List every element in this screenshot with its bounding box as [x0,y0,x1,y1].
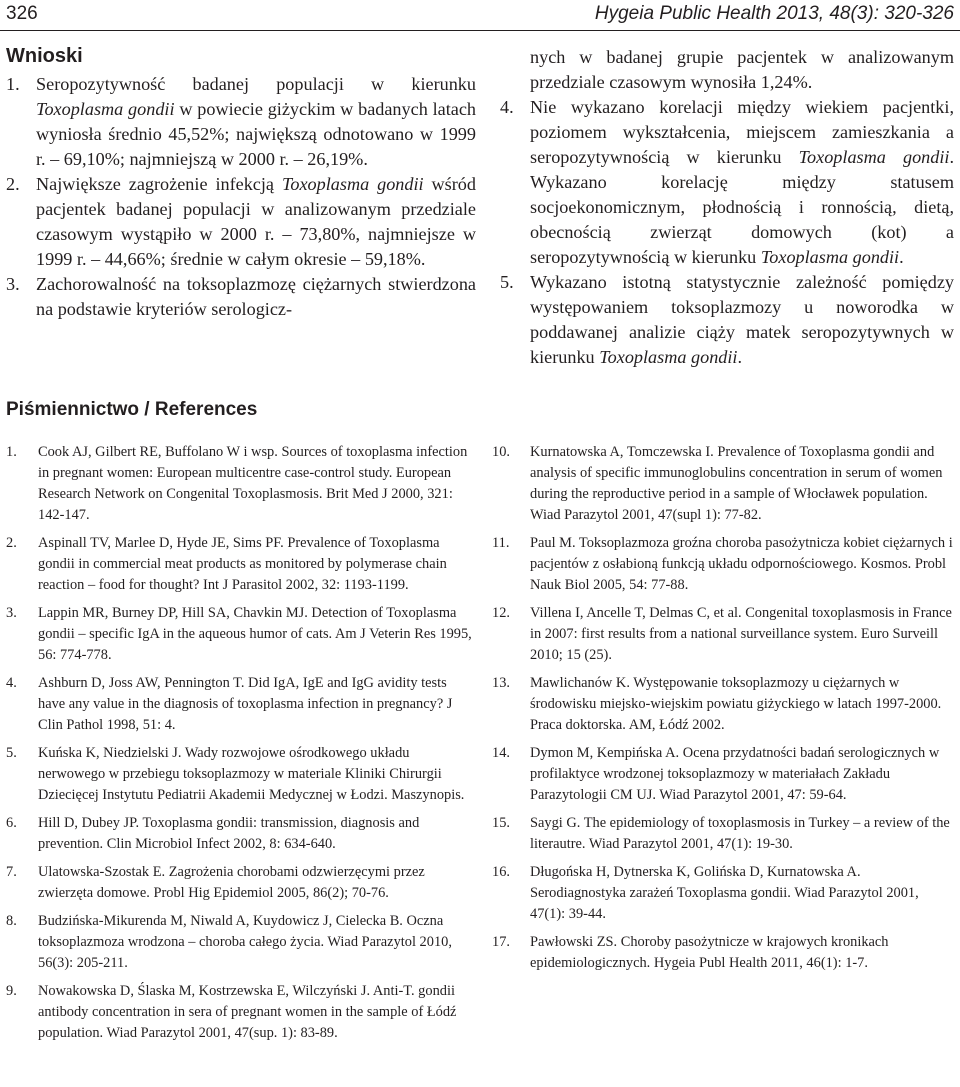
reference-item [492,673,956,736]
conclusions-title: Wnioski [6,45,83,67]
conclusion-item-5: 5. Wykazano istotną statystycznie zależność pomiędzy występowaniem toksoplazmozy u noworodka w poddawanej analizie ciąży matek seropozytywnych w kierunku Toxoplasma gondii. [500,272,954,367]
reference-text: Ashburn D, Joss AW, Pennington T. Did IgA, IgE and IgG avidity tests have any value in the diagnosis of toxoplasma infection in pregnancy? J Clin Pathol 1998, 51: 4. [38,675,453,733]
reference-text: Budzińska-Mikurenda M, Niwald A, Kuydowicz J, Cielecka B. Oczna toksoplazmoza wrodzona – choroba całego życia. Wiad Parazytol 2010, 56(3): 205-211. [38,913,452,971]
conclusion-number: 1. [6,74,20,94]
reference-text: Hill D, Dubey JP. Toxoplasma gondii: transmission, diagnosis and prevention. Clin Microbiol Infect 2002, 8: 634-640. [38,815,420,852]
reference-text: Kuńska K, Niedzielski J. Wady rozwojowe ośrodkowego układu nerwowego w przebiegu toksoplazmozy w materiale Kliniki Chirurgii Dziecięcej Instytutu Pediatrii Akademii Medycznej w Łodzi. Maszynopis. [38,745,465,803]
reference-number: 10. [492,444,510,460]
reference-number: 8. [6,913,17,929]
reference-item [492,932,956,974]
reference-text: Cook AJ, Gilbert RE, Buffolano W i wsp. Sources of toxoplasma infection in pregnant women: European multicentre case-control study. European Research Network on Congenital Toxoplasmosis. Brit Med J 2000, 321: 142-147. [38,444,468,523]
reference-item [6,533,476,596]
reference-item [492,743,956,806]
page-header [0,0,960,34]
conclusion-number: 4. [500,97,514,117]
conclusion-number: 3. [6,274,20,294]
reference-text: Lappin MR, Burney DP, Hill SA, Chavkin MJ. Detection of Toxoplasma gondii – specific IgA in the aqueous humor of cats. Am J Veterin Res 1995, 56: 774-778. [38,605,472,663]
reference-number: 4. [6,675,17,691]
conclusion-item-1: 1. Seropozytywność badanej populacji w kierunku Toxoplasma gondii w powiecie giżyckim w badanych latach wyniosła średnio 45,52%; największą odnotowano w 1999 r. – 69,10%; najmniejszą w 2000 r. – 26,19%. [6,74,476,169]
reference-number: 11. [492,535,510,551]
reference-item [492,442,956,526]
reference-number: 13. [492,675,510,691]
conclusion-item-4: 4. Nie wykazano korelacji między wiekiem pacjentki, poziomem wykształcenia, miejscem zamieszkania a seropozytywnością w kierunku Toxoplasma gondii. Wykazano korelację między statusem socjoekonomicznym, płodnością i ronnością, dietą, obecnością zwierząt domowych (kot) a seropozytywnością w kierunku Toxoplasma gondii. [500,97,955,267]
reference-text: Pawłowski ZS. Choroby pasożytnicze w krajowych kronikach epidemiologicznych. Hygeia Publ Health 2011, 46(1): 1-7. [530,934,889,971]
reference-number: 15. [492,815,510,831]
reference-text: Saygi G. The epidemiology of toxoplasmosis in Turkey – a review of the literautre. Wiad Parazytol 2001, 47(1): 19-30. [530,815,950,852]
reference-item [492,533,956,596]
references-left-column [6,442,476,1051]
reference-number: 5. [6,745,17,761]
reference-text: Długońska H, Dytnerska K, Golińska D, Kurnatowska A. Serodiagnostyka zarażeń Toxoplasma gondii. Wiad Parazytol 2001, 47(1): 39-44. [530,864,919,922]
reference-text: Aspinall TV, Marlee D, Hyde JE, Sims PF. Prevalence of Toxoplasma gondii in commercial meat products as monitored by polymerase chain reaction – food for thought? Int J Parasitol 2002, 32: 1193-1199. [38,535,447,593]
conclusions-right-column [500,45,954,370]
reference-item [6,813,476,855]
reference-number: 12. [492,605,510,621]
reference-text: Mawlichanów K. Występowanie toksoplazmozy u ciężarnych w środowisku miejsko-wiejskim powiatu giżyckiego w latach 1997-2000. Praca doktorska. AM, Łódź 2002. [530,675,942,733]
conclusion-item-3: 3. Zachorowalność na toksoplazmozę ciężarnych stwierdzona na podstawie kryteriów serologicz- [6,274,476,319]
reference-item [6,442,476,526]
reference-number: 17. [492,934,510,950]
reference-item [492,603,956,666]
reference-item [6,911,476,974]
reference-number: 14. [492,745,510,761]
reference-item [6,981,476,1044]
reference-number: 9. [6,983,17,999]
reference-number: 6. [6,815,17,831]
journal-citation: Hygeia Public Health 2013, 48(3): 320-326 [594,3,954,24]
header-rule [0,30,960,31]
reference-number: 2. [6,535,17,551]
conclusion-number: 5. [500,272,514,292]
references-title: Piśmiennictwo / References [6,399,258,420]
reference-item [6,673,476,736]
reference-item [492,862,956,925]
reference-item [492,813,956,855]
reference-text: Nowakowska D, Ślaska M, Kostrzewska E, Wilczyński J. Anti-T. gondii antibody concentration in sera of pregnant women in the sample of Łódź population. Wiad Parazytol 2001, 47(sup. 1): 83-89. [38,983,457,1041]
conclusion-item-3-continued: nych w badanej grupie pacjentek w analizowanym przedziale czasowym wynosiła 1,24%. [530,47,954,92]
reference-item [6,603,476,666]
reference-item [6,743,476,806]
reference-number: 7. [6,864,17,880]
page-number: 326 [6,3,38,24]
reference-text: Ulatowska-Szostak E. Zagrożenia chorobami odzwierzęcymi przez zwierzęta domowe. Probl Hig Epidemiol 2005, 86(2); 70-76. [38,864,425,901]
conclusion-number: 2. [6,174,20,194]
reference-number: 3. [6,605,17,621]
reference-number: 1. [6,444,17,460]
conclusions-left-column [6,45,476,322]
reference-number: 16. [492,864,510,880]
reference-text: Villena I, Ancelle T, Delmas C, et al. Congenital toxoplasmosis in France in 2007: first results from a national surveillance system. Euro Surveill 2010; 15 (25). [530,605,952,663]
reference-text: Kurnatowska A, Tomczewska I. Prevalence of Toxoplasma gondii and analysis of specific immunoglobulins concentration in serum of women during the reproductive period in a sample of Włocławek population. Wiad Parazytol 2001, 47(supl 1): 77-82. [530,444,943,523]
references-right-column [492,442,956,981]
conclusion-item-2: 2. Największe zagrożenie infekcją Toxoplasma gondii wśród pacjentek badanej populacji w analizowanym przedziale czasowym wystąpiło w 2000 r. – 73,80%, najmniejsze w 1999 r. – 44,66%; średnie w całym okresie – 59,18%. [6,174,476,269]
reference-item [6,862,476,904]
reference-text: Paul M. Toksoplazmoza groźna choroba pasożytnicza kobiet ciężarnych i pacjentów z osłabioną funkcją układu odpornościowego. Kosmos. Probl Nauk Biol 2005, 54: 77-88. [530,535,953,593]
reference-text: Dymon M, Kempińska A. Ocena przydatności badań serologicznych w profilaktyce wrodzonej toksoplazmozy w materiałach Zakładu Parazytologii CM UJ. Wiad Parazytol 2001, 47: 59-64. [530,745,940,803]
